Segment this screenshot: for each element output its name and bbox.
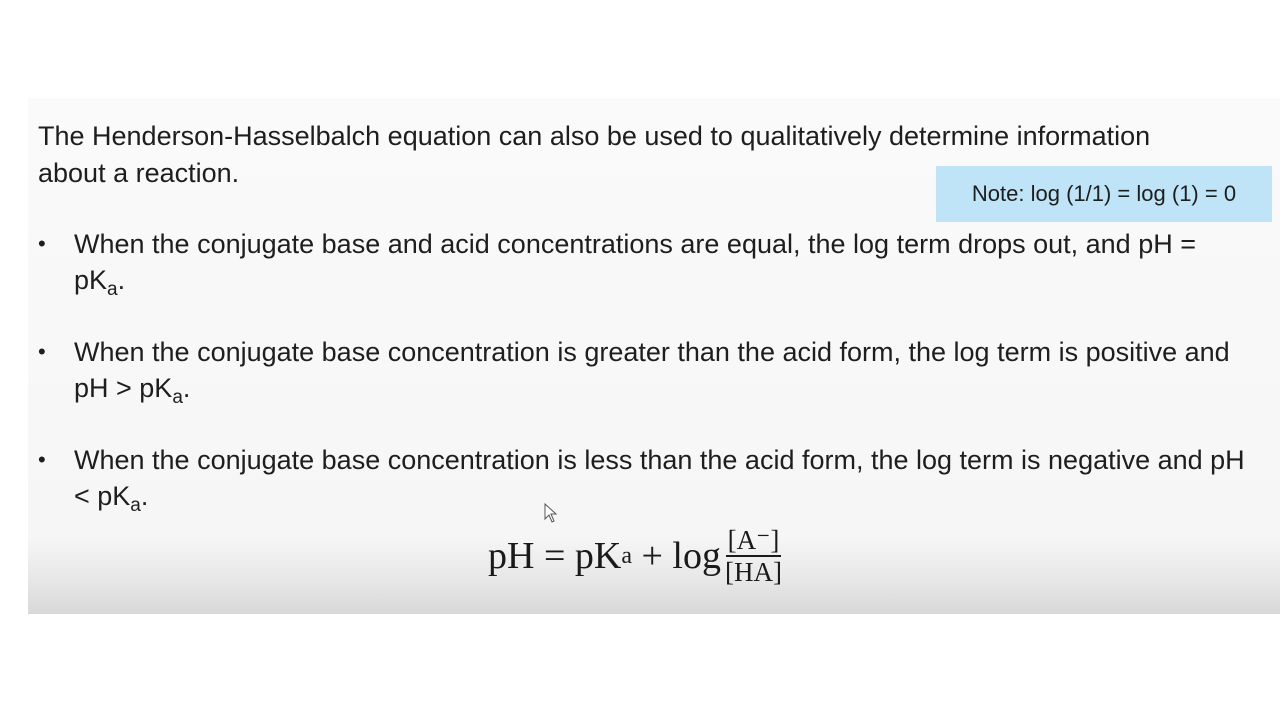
bullet-icon: • xyxy=(38,231,46,256)
bullet-icon: • xyxy=(38,447,46,472)
equation-fraction xyxy=(723,525,784,587)
bullet-list xyxy=(28,226,1248,550)
fraction-numerator: [A⁻] xyxy=(727,525,780,555)
bullet-icon: • xyxy=(38,339,46,364)
intro-paragraph: The Henderson-Hasselbalch equation can also be used to qualitatively determine information about a reaction. xyxy=(38,121,1151,188)
bullet-text: When the conjugate base concentration is less than the acid form, the log term is negative and pH < pK xyxy=(74,445,1245,511)
bullet-end: . xyxy=(140,481,149,511)
bullet-item-equal xyxy=(28,226,1248,298)
bullet-text: When the conjugate base concentration is greater than the acid form, the log term is positive and pH > pK xyxy=(74,337,1230,403)
henderson-hasselbalch-equation: pH = pK a + log $\frac{[A^-]}{[HA]}$ xyxy=(488,525,782,587)
mouse-pointer-icon xyxy=(544,503,558,523)
bullet-end: . xyxy=(117,265,126,295)
bullet-subscript: a xyxy=(107,279,118,300)
fraction-denominator: [HA] xyxy=(724,557,782,587)
bullet-subscript: a xyxy=(172,387,183,408)
bullet-item-less xyxy=(28,442,1248,514)
bullet-item-greater xyxy=(28,334,1248,406)
slide-content xyxy=(28,98,1280,614)
bullet-end: . xyxy=(182,373,191,403)
equation-lhs: pH = pK xyxy=(488,535,622,577)
note-box: Note: log (1/1) = log (1) = 0 xyxy=(936,166,1272,222)
bullet-subscript: a xyxy=(130,495,141,516)
equation-middle: + log xyxy=(631,535,721,577)
bullet-text: When the conjugate base and acid concentrations are equal, the log term drops out, and pH = pK xyxy=(74,229,1196,295)
